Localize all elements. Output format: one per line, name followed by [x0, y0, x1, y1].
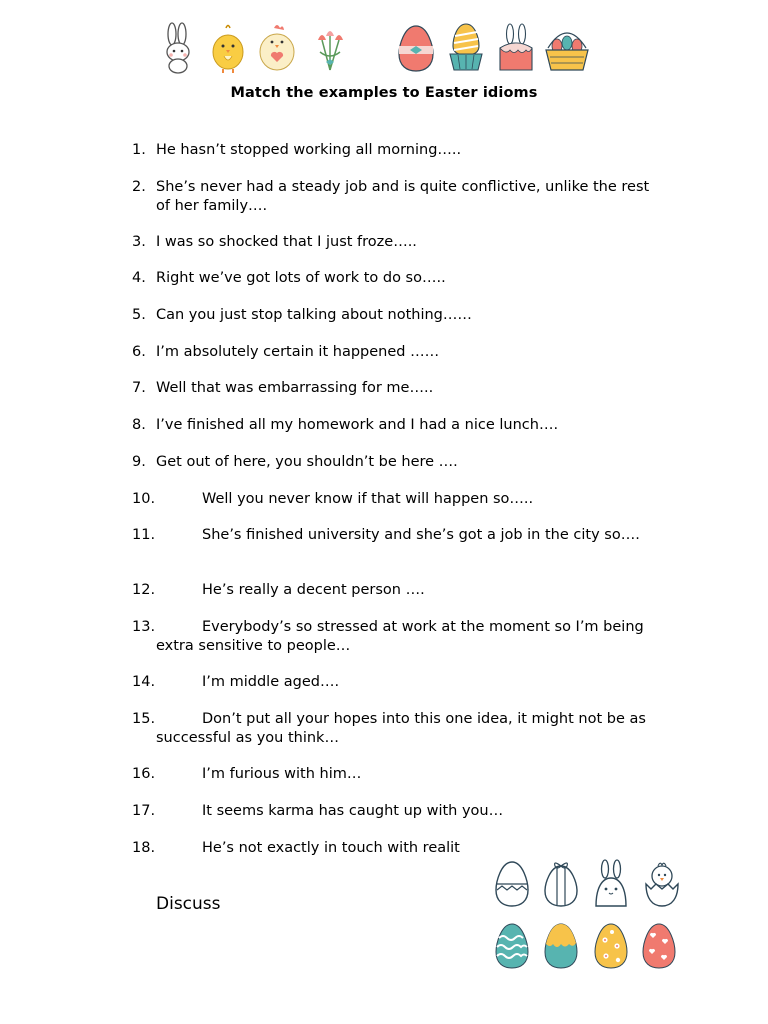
item-number: 11.	[132, 527, 156, 543]
flower-egg-icon	[592, 922, 630, 970]
item-number: 1.	[132, 142, 146, 158]
item-number: 16.	[132, 766, 156, 782]
item-number: 13.	[132, 619, 156, 635]
item-number: 10.	[132, 491, 156, 507]
list-item	[132, 233, 662, 252]
item-text: I’m middle aged….	[202, 674, 340, 690]
item-text: I’m absolutely certain it happened ……	[156, 344, 440, 360]
discuss-heading: Discuss	[156, 894, 221, 914]
item-text: He’s not exactly in touch with realit	[202, 840, 460, 856]
item-number: 9.	[132, 454, 146, 470]
item-number: 4.	[132, 270, 146, 286]
item-number: 2.	[132, 179, 146, 195]
outline-egg-icon	[493, 860, 531, 908]
item-text: Can you just stop talking about nothing……	[156, 307, 472, 323]
list-item	[132, 490, 662, 509]
item-number: 6.	[132, 344, 146, 360]
list-item	[132, 379, 662, 398]
item-number: 5.	[132, 307, 146, 323]
item-number: 17.	[132, 803, 156, 819]
wave-egg-icon	[493, 922, 531, 970]
list-item	[132, 178, 662, 215]
list-item	[132, 839, 478, 858]
list-item	[132, 581, 662, 600]
item-text: He hasn’t stopped working all morning…..	[156, 142, 462, 158]
item-text: Well that was embarrassing for me…..	[156, 380, 434, 396]
item-number: 3.	[132, 234, 146, 250]
item-number: 14.	[132, 674, 156, 690]
list-item	[132, 141, 662, 160]
item-number: 18.	[132, 840, 156, 856]
list-item	[132, 269, 662, 288]
item-text: I’m furious with him…	[202, 766, 362, 782]
ribbon-egg-icon	[542, 860, 580, 908]
list-item	[132, 306, 662, 325]
item-text: Well you never know if that will happen so…..	[202, 491, 534, 507]
list-item	[132, 673, 662, 692]
outline-bunny-icon	[592, 858, 630, 908]
list-item	[132, 416, 662, 435]
item-text: Get out of here, you shouldn’t be here ….	[156, 454, 458, 470]
item-number: 15.	[132, 711, 156, 727]
item-number: 12.	[132, 582, 156, 598]
list-item	[132, 802, 662, 821]
item-text: She’s finished university and she’s got a job in the city so….	[202, 527, 640, 543]
item-text: Don’t put all your hopes into this one idea, it might not be as successful as you think…	[156, 711, 646, 746]
worksheet-title: Match the examples to Easter idioms	[230, 85, 538, 101]
item-text: I’ve finished all my homework and I had a nice lunch….	[156, 417, 559, 433]
list-item	[132, 618, 662, 655]
hatching-chick-icon	[642, 858, 682, 908]
list-item	[132, 765, 662, 784]
bottom-icon-grid	[490, 858, 690, 973]
item-text: He’s really a decent person ….	[202, 582, 425, 598]
item-text: It seems karma has caught up with you…	[202, 803, 504, 819]
item-number: 8.	[132, 417, 146, 433]
list-item	[132, 343, 662, 362]
heart-egg-icon	[640, 922, 678, 970]
list-item	[132, 526, 662, 545]
item-text: She’s never had a steady job and is quite conflictive, unlike the rest of her family….	[156, 179, 650, 214]
list-item	[132, 710, 662, 747]
item-text: Everybody’s so stressed at work at the moment so I’m being extra sensitive to people…	[156, 619, 644, 654]
list-item	[132, 453, 662, 472]
item-text: I was so shocked that I just froze…..	[156, 234, 417, 250]
item-text: Right we’ve got lots of work to do so…..	[156, 270, 446, 286]
drip-egg-icon	[542, 922, 580, 970]
item-number: 7.	[132, 380, 146, 396]
